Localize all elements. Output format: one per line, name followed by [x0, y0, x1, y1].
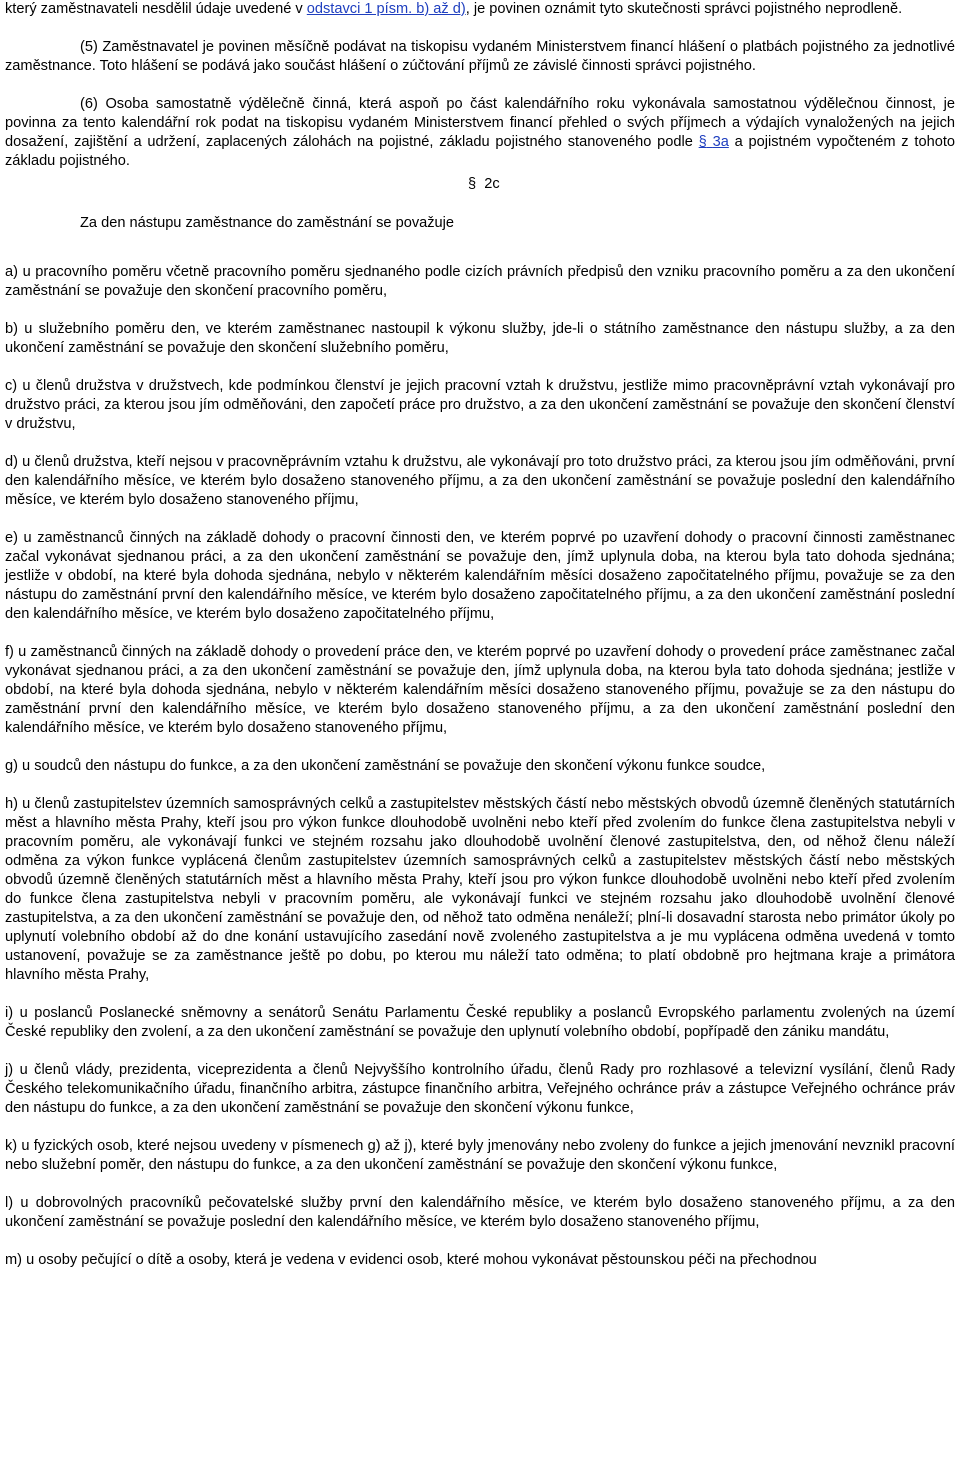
item-a: a) u pracovního poměru včetně pracovního poměru sjednaného podle cizích právních předpisů den vzniku pracovního poměru a za den ukončení zaměstnání se považuje den skončení pracovního poměru, — [5, 264, 955, 299]
paragraph-6-text-after: a pojistném vypočteném z tohoto základu pojistného. — [5, 134, 955, 169]
intro-text-after: , je povinen oznámit tyto skutečnosti správci pojistného neprodleně. — [465, 1, 903, 17]
item-i: i) u poslanců Poslanecké sněmovny a senátorů Senátu Parlamentu České republiky a poslanců Evropského parlamentu zvolených na území České republiky den zvolení, a za den ukončení zaměstnání se považuje den uplynutí volebního období, popřípadě den zániku mandátu, — [5, 1005, 955, 1040]
item-f: f) u zaměstnanců činných na základě dohody o provedení práce den, ve kterém poprvé po uzavření dohody o provedení práce zaměstnanec začal vykonávat sjednanou práci, a za den ukončení zaměstnání se považuje den, jímž uplynula doba, na kterou byla tato dohoda sjednána; jestliže v období, na které byla dohoda sjednána, nebylo v některém kalendářním měsíci dosaženo stanoveného příjmu, považuje se za den nástupu do zaměstnání první den kalendářního měsíce, ve kterém bylo dosaženo stanoveného příjmu, a za den ukončení zaměstnání poslední den kalendářního měsíce, ve kterém bylo dosaženo stanoveného příjmu, — [5, 644, 955, 736]
section-number-label: 2c — [484, 176, 500, 192]
item-h: h) u členů zastupitelstev územních samosprávných celků a zastupitelstev městských částí nebo městských obvodů územně členěných statutárních měst a hlavního města Prahy, kteří jsou pro výkon funkce dlouhodobě uvolněni nebo kteří před zvolením do funkce člena zastupitelstva nebyli v pracovním poměru, ale vykonávají funkci ve stejném rozsahu jako dlouhodobě uvolnění členové zastupitelstva, den, od něhož členu náleží odměna za výkon funkce vyplácená členům zastupitelstev územních samosprávných celků a zastupitelstev městských částí nebo městských obvodů územně členěných statutárních měst a hlavního města Prahy, kteří jsou pro výkon funkce dlouhodobě uvolněni nebo kteří před zvolením do funkce člena zastupitelstva nebyli v pracovním poměru, ale vykonávají funkci ve stejném rozsahu jako dlouhodobě uvolnění členové zastupitelstva, a za den ukončení zaměstnání se považuje den, od něhož tato odměna nenáleží; plní-li dosavadní starosta nebo primátor úkoly po uplynutí volebního období až do dne konání ustavujícího zasedání nově zvoleného zastupitelstva a je mu vyplácena odměna uvedená v tomto ustanovení, považuje se za zaměstnance ještě po dobu, po kterou mu náleží tato odměna; to platí obdobně pro hejtmana kraje a primátora hlavního města Prahy, — [5, 796, 955, 983]
section-3a-label: 3a — [712, 134, 729, 150]
item-m: m) u osoby pečující o dítě a osoby, která je vedena v evidenci osob, které mohou vykonávat pěstounskou péči na přechodnou — [5, 1252, 817, 1268]
paragraph-5: (5) Zaměstnavatel je povinen měsíčně podávat na tiskopisu vydaném Ministerstvem financí hlášení o platbách pojistného za jednotlivé zaměstnance. Toto hlášení se podává jako součást hlášení o zúčtování příjmů ze závislé činnosti správci pojistného. — [5, 39, 955, 74]
item-c: c) u členů družstva v družstvech, kde podmínkou členství je jejich pracovní vztah k družstvu, jestliže mimo pracovněprávní vztah vykonávají pro družstvo práci, za kterou jsou jím odměňováni, den započetí práce pro družstvo, a za den ukončení zaměstnání se považuje den skončení členství v družstvu, — [5, 378, 955, 432]
odstavec-link[interactable]: odstavci 1 písm. b) až d) — [306, 1, 466, 17]
item-l: l) u dobrovolných pracovníků pečovatelské služby první den kalendářního měsíce, ve kterém bylo dosaženo stanoveného příjmu, a za den ukončení zaměstnání se považuje poslední den kalendářního měsíce, ve kterém bylo dosaženo stanoveného příjmu, — [5, 1195, 955, 1230]
section-heading-2c — [5, 171, 955, 244]
item-e: e) u zaměstnanců činných na základě dohody o pracovní činnosti den, ve kterém poprvé po uzavření dohody o pracovní činnosti zaměstnanec začal vykonávat sjednanou práci, a za den ukončení zaměstnání se považuje den, jímž uplynula doba, na kterou byla tato dohoda sjednána; jestliže v období, na které byla dohoda sjednána, nebylo v některém kalendářním měsíci dosaženo započitatelného příjmu, považuje se za den nástupu do zaměstnání první den kalendářního měsíce, ve kterém bylo dosaženo započitatelného příjmu, a za den ukončení zaměstnání poslední den kalendářního měsíce, ve kterém bylo dosaženo započitatelného příjmu, — [5, 530, 955, 622]
intro-text-before: který zaměstnavateli nesdělil údaje uvedené v — [5, 1, 307, 17]
section-sign-icon: § — [698, 134, 707, 150]
intro-paragraph — [5, 0, 955, 19]
item-j: j) u členů vlády, prezidenta, viceprezidenta a členů Nejvyššího kontrolního úřadu, členů Rady pro rozhlasové a televizní vysílání, členů Rady Českého telekomunikačního úřadu, finančního arbitra, zástupce finančního arbitra, Veřejného ochránce práv a zástupce Veřejného ochránce práv den nástupu do funkce, a za den ukončení zaměstnání se považuje den skončení výkonu funkce, — [5, 1062, 955, 1116]
item-g: g) u soudců den nástupu do funkce, a za den ukončení zaměstnání se považuje den skončení výkonu funkce soudce, — [5, 758, 766, 774]
section-lead-text: Za den nástupu zaměstnance do zaměstnání se považuje — [80, 215, 455, 231]
item-d: d) u členů družstva, kteří nejsou v pracovněprávním vztahu k družstvu, ale vykonávají pro toto družstvo práci, za kterou jsou jím odměňováni, první den kalendářního měsíce, ve kterém bylo dosaženo stanoveného příjmu, a za den ukončení zaměstnání se považuje poslední den kalendářního měsíce, ve kterém bylo dosaženo stanoveného příjmu, — [5, 454, 955, 508]
document-body — [5, 0, 955, 1270]
section-3a-link[interactable] — [699, 134, 729, 150]
paragraph-6-text-before: (6) Osoba samostatně výdělečně činná, která aspoň po část kalendářního roku vykonávala samostatnou výdělečnou činnost, je povinna za tento kalendářní rok podat na tiskopisu vydaném Ministerstvem financí přehled o svých příjmech a výdajích vynaložených na jejich dosažení, zajištění a udržení, zaplacených zálohách na pojistné, základu pojistného stanoveného podle — [5, 96, 955, 150]
section-number — [468, 175, 500, 194]
section-sign-icon: § — [468, 176, 477, 192]
item-k: k) u fyzických osob, které nejsou uvedeny v písmenech g) až j), které byly jmenovány nebo zvoleny do funkce a jejich jmenování nevznikl pracovní nebo služební poměr, den nástupu do funkce, a za den ukončení zaměstnání se považuje den skončení výkonu funkce, — [5, 1138, 955, 1173]
paragraph-6 — [5, 95, 955, 171]
item-b: b) u služebního poměru den, ve kterém zaměstnanec nastoupil k výkonu služby, jde-li o státního zaměstnance den nástupu služby, a za den ukončení zaměstnání se považuje den skončení služebního poměru, — [5, 321, 955, 356]
